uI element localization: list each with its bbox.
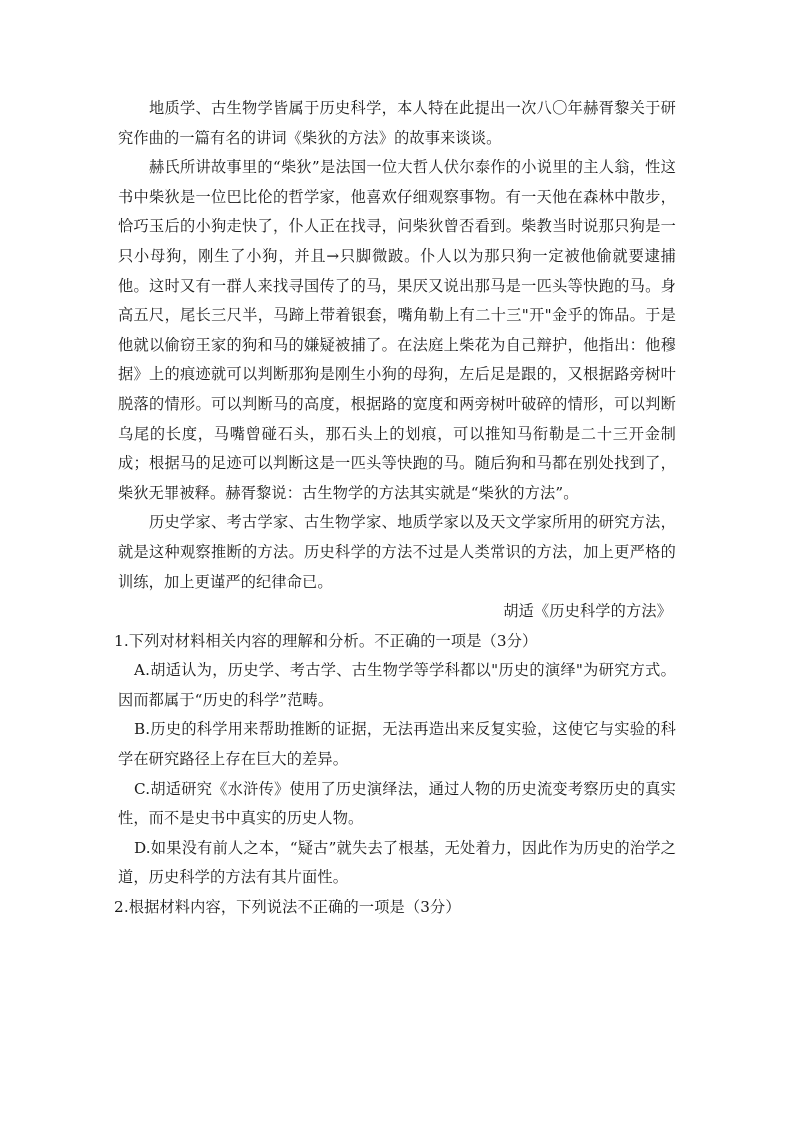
question-1-option-a: A.胡适认为，历史学、考古学、古生物学等学科都以"历史的演绎"为研究方式。因而都属于“历史的科学”范畴。: [118, 661, 676, 709]
passage-paragraph-3: 历史学家、考古学家、古生物学家、地质学家以及天文学家所用的研究方法，就是这种观察推断的方法。历史科学的方法不过是人类常识的方法，加上更严格的训练，加上更谨严的纪律命已。: [118, 513, 676, 591]
question-1-option-b: B.历史的科学用来帮助推断的证据，无法再造出来反复实验，这使它与实验的科学在研究路径上存在巨大的差异。: [118, 720, 676, 769]
question-1-stem: 1.下列对材料相关内容的理解和分析。不正确的一项是（3分）: [114, 631, 538, 650]
question-1-option-d: D.如果没有前人之本，“疑古”就失去了根基，无处着力，因此作为历史的治学之道，历史科学的方法有其片面性。: [118, 838, 676, 887]
question-1-option-c: C.胡适研究《水浒传》使用了历史演绎法，通过人物的历史流变考察历史的真实性，而不是史书中真实的历史人物。: [118, 779, 676, 828]
passage-paragraph-1: 地质学、古生物学皆属于历史科学，本人特在此提出一次八〇年赫胥黎关于研究作曲的一篇有名的讲词《柴狄的方法》的故事来谈谈。: [118, 99, 676, 147]
document-content: [114, 94, 676, 923]
question-2-stem: 2.根据材料内容，下列说法不正确的一项是（3分）: [114, 898, 461, 917]
passage-paragraph-2: 赫氏所讲故事里的“柴狄”是法国一位大哲人伏尔泰作的小说里的主人翁，性这书中柴狄是一位巴比伦的哲学家，他喜欢仔细观察事物。有一天他在森林中散步，恰巧玉后的小狗走快了，仆人正在找寻，问柴狄曾否看到。柴教当时说那只狗是一只小母狗，刚生了小狗，并且→只脚微跛。仆人以为那只狗一定被他偷就要逮捕他。这时又有一群人来找寻国传了的马，果厌又说出那马是一匹头等快跑的马。身高五尺，尾长三尺半，马蹄上带着银套，嘴角勒上有二十三"开"金乎的饰品。于是他就以偷窃王家的狗和马的嫌疑被捕了。在法庭上柴花为自己辩护，他指出：他穆据》上的痕迹就可以判断那狗是刚生小狗的母狗，左后足是跟的，又根据路旁树叶脱落的情形。可以判断马的高度，根据路的宽度和两旁树叶破碎的情形，可以判断乌尾的长度，马嘴曾碰石头，那石头上的划痕，可以推知马衔勒是二十三开金制成；根据马的足迹可以判断这是一匹头等快跑的马。随后狗和马都在别处找到了，柴狄无罪被释。赫胥黎说：古生物学的方法其实就是“柴狄的方法”。: [118, 158, 676, 502]
passage-citation: 胡适《历史科学的方法》: [503, 602, 672, 621]
